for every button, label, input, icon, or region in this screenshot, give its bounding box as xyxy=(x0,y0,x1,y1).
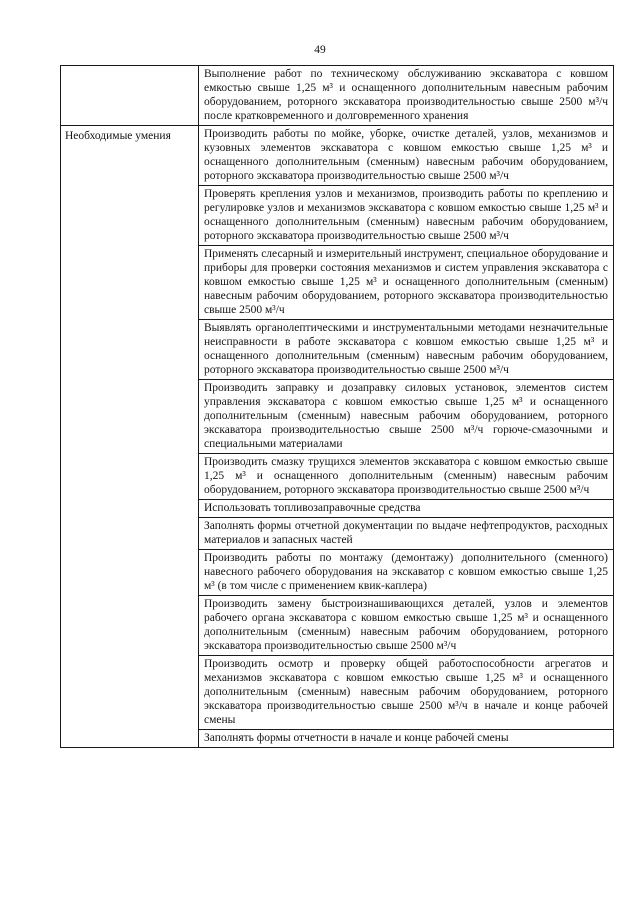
continuation-text: Выполнение работ по техническому обслуживанию экскаватора с ковшом емкостью свыше 1,25 м³ и оснащенного дополнительным навесным рабочим оборудованием, роторного экскаватора производительностью свыше 2500 м³/ч после кратковременного и долговременного хранения xyxy=(204,68,608,122)
skill-item: Производить осмотр и проверку общей работоспособности агрегатов и механизмов экскаватора с ковшом емкостью свыше 1,25 м³ и оснащенного дополнительным (сменным) навесным рабочим оборудованием, роторного экскаватора производительностью свыше 2500 м³/ч в начале и конце рабочей смены xyxy=(199,655,613,729)
skills-label-cell xyxy=(61,126,199,748)
skill-item: Производить заправку и дозаправку силовых установок, элементов систем управления экскаватора с ковшом емкостью свыше 1,25 м³ и оснащенного дополнительным (сменным) навесным рабочим оборудованием, роторного экскаватора производительностью свыше 2500 м³/ч горюче-смазочными и специальными материалами xyxy=(199,379,613,453)
skills-label: Необходимые умения xyxy=(65,130,171,142)
skill-item: Производить смазку трущихся элементов экскаватора с ковшом емкостью свыше 1,25 м³ и оснащенного дополнительным (сменным) навесным рабочим оборудованием, роторного экскаватора производительностью свыше 2500 м³/ч xyxy=(199,453,613,499)
empty-label-cell xyxy=(61,66,199,126)
skill-item: Заполнять формы отчетности в начале и конце рабочей смены xyxy=(199,729,613,747)
skill-item: Применять слесарный и измерительный инструмент, специальное оборудование и приборы для проверки состояния механизмов и систем управления экскаватора с ковшом емкостью свыше 1,25 м³ и оснащенного дополнительным (сменным) навесным рабочим оборудованием, роторного экскаватора производительностью свыше 2500 м³/ч xyxy=(199,245,613,319)
skills-table xyxy=(60,65,614,748)
table-row-skills xyxy=(61,126,614,748)
skill-item: Производить работы по мойке, уборке, очистке деталей, узлов, механизмов и кузовных элементов экскаватора с ковшом емкостью свыше 1,25 м³ и оснащенного дополнительным (сменным) навесным рабочим оборудованием, роторного экскаватора производительностью свыше 2500 м³/ч xyxy=(204,128,608,182)
skill-item: Производить работы по монтажу (демонтажу) дополнительного (сменного) навесного рабочего оборудования на экскаватор с ковшом емкостью свыше 1,25 м³ (в том числе с применением квик-каплера) xyxy=(199,549,613,595)
skill-item: Производить замену быстроизнашивающихся деталей, узлов и элементов рабочего органа экскаватора с ковшом емкостью свыше 1,25 м³ и оснащенного дополнительным (сменным) навесным рабочим оборудованием, роторного экскаватора производительностью свыше 2500 м³/ч xyxy=(199,595,613,655)
skill-item: Использовать топливозаправочные средства xyxy=(199,499,613,517)
content-cell xyxy=(199,66,614,126)
skills-list-cell xyxy=(199,126,614,748)
skill-item: Проверять крепления узлов и механизмов, производить работы по креплению и регулировке узлов и механизмов экскаватора с ковшом емкостью свыше 1,25 м³ и оснащенного дополнительным (сменным) навесным рабочим оборудованием, роторного экскаватора производительностью свыше 2500 м³/ч xyxy=(199,185,613,245)
page-number: 49 xyxy=(314,44,326,56)
table-row-continuation xyxy=(61,66,614,126)
skill-item: Заполнять формы отчетной документации по выдаче нефтепродуктов, расходных материалов и запасных частей xyxy=(199,517,613,549)
skill-item: Выявлять органолептическими и инструментальными методами незначительные неисправности в работе экскаватора с ковшом емкостью свыше 1,25 м³ и оснащенного дополнительным (сменным) навесным рабочим оборудованием, роторного экскаватора производительностью свыше 2500 м³/ч xyxy=(199,319,613,379)
